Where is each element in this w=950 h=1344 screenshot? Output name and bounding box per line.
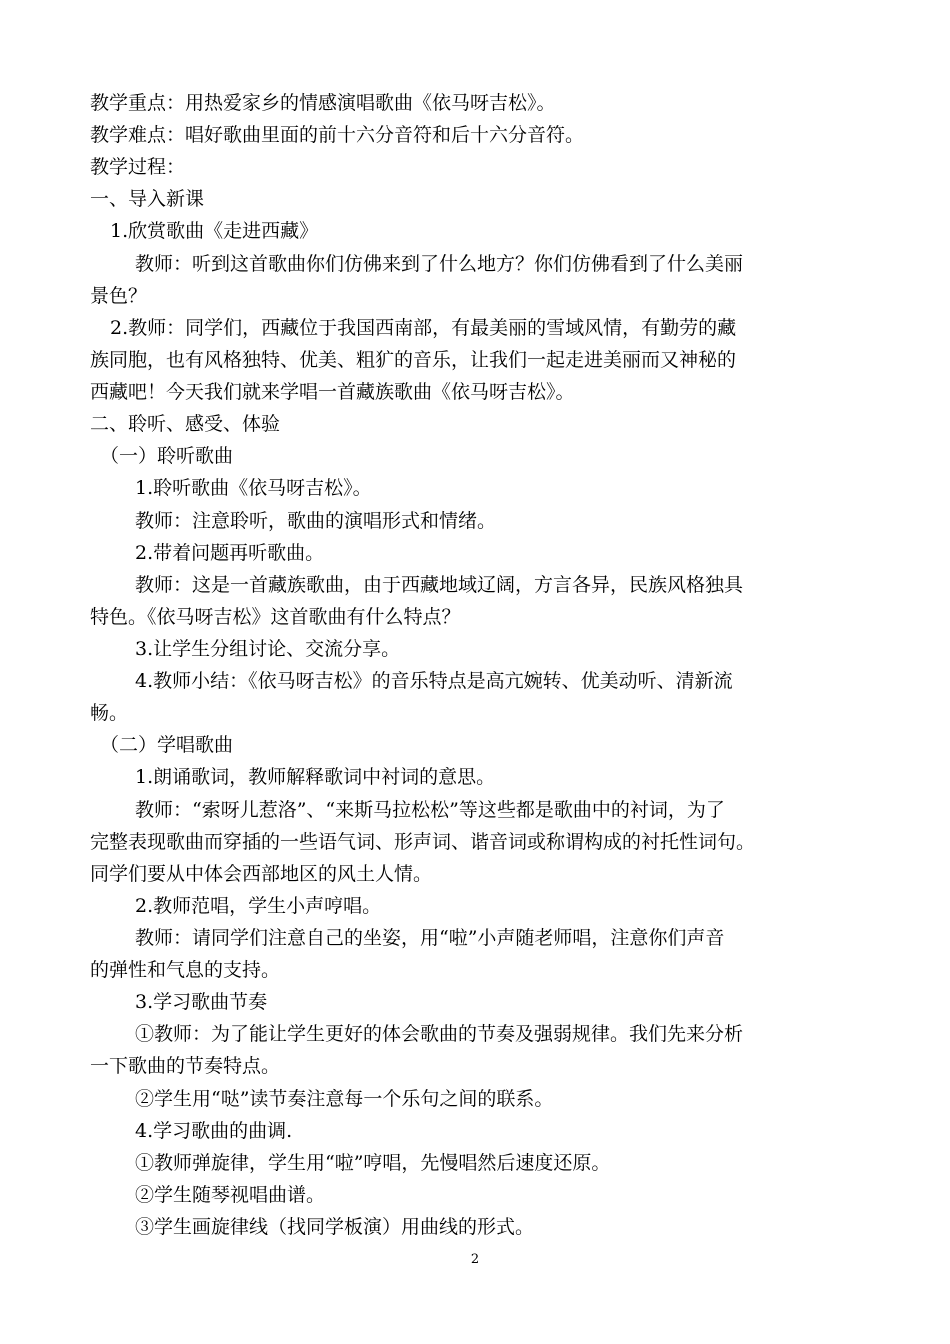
text-line: 西藏吧！今天我们就来学唱一首藏族歌曲《依马呀吉松》。 (90, 381, 575, 403)
text-line: 1.聆听歌曲《依马呀吉松》。 (135, 477, 372, 499)
text-line: 教学重点：用热爱家乡的情感演唱歌曲《依马呀吉松》。 (90, 92, 556, 114)
text-line: 同学们要从中体会西部地区的风土人情。 (90, 863, 433, 885)
text-line: 完整表现歌曲而穿插的一些语气词、形声词、谐音词或称谓构成的衬托性词句。 (90, 831, 756, 853)
text-line: 特色。《依马呀吉松》这首歌曲有什么特点？ (90, 606, 461, 628)
subsection-heading: （二）学唱歌曲 (100, 734, 234, 756)
text-line: 教师：“索呀儿惹洛”、“来斯马拉松松”等这些都是歌曲中的衬词，为了 (135, 799, 725, 821)
text-line: ③学生画旋律线（找同学板演）用曲线的形式。 (135, 1216, 535, 1238)
text-line: ①教师弹旋律，学生用“啦”哼唱，先慢唱然后速度还原。 (135, 1152, 611, 1174)
text-line: ②学生用“哒”读节奏注意每一个乐句之间的联系。 (135, 1088, 554, 1110)
text-line: ②学生随琴视唱曲谱。 (135, 1184, 326, 1206)
text-line: 2.带着问题再听歌曲。 (135, 542, 325, 564)
text-line: 畅。 (90, 702, 129, 724)
subsection-heading: （一）聆听歌曲 (100, 445, 234, 467)
text-line: 3.学习歌曲节奏 (135, 991, 268, 1013)
page-number: 2 (470, 1252, 480, 1267)
text-line: 4.学习歌曲的曲调. (135, 1120, 293, 1142)
text-line: ①教师：为了能让学生更好的体会歌曲的节奏及强弱规律。我们先来分析 (135, 1023, 744, 1045)
text-line: 教师：请同学们注意自己的坐姿，用“啦”小声随老师唱，注意你们声音 (135, 927, 725, 949)
text-line: 教学过程： (90, 156, 186, 178)
text-line: 景色？ (90, 285, 148, 307)
text-line: 一下歌曲的节奏特点。 (90, 1055, 281, 1077)
text-line: 4.教师小结：《依马呀吉松》的音乐特点是高亢婉转、优美动听、清新流 (135, 670, 733, 692)
text-line: 教师：听到这首歌曲你们仿佛来到了什么地方？你们仿佛看到了什么美丽 (135, 253, 744, 275)
text-line: 1.欣赏歌曲《走进西藏》 (110, 220, 319, 242)
text-line: 2.教师：同学们，西藏位于我国西南部，有最美丽的雪域风情，有勤劳的藏 (110, 317, 737, 339)
section-heading: 一、导入新课 (90, 188, 205, 210)
text-line: 教学难点：唱好歌曲里面的前十六分音符和后十六分音符。 (90, 124, 585, 146)
text-line: 教师：这是一首藏族歌曲，由于西藏地域辽阔，方言各异，民族风格独具 (135, 574, 744, 596)
text-line: 1.朗诵歌词，教师解释歌词中衬词的意思。 (135, 766, 496, 788)
text-line: 族同胞，也有风格独特、优美、粗犷的音乐，让我们一起走进美丽而又神秘的 (90, 349, 737, 371)
text-line: 2.教师范唱，学生小声哼唱。 (135, 895, 382, 917)
text-line: 的弹性和气息的支持。 (90, 959, 281, 981)
text-line: 3.让学生分组讨论、交流分享。 (135, 638, 401, 660)
text-line: 教师：注意聆听，歌曲的演唱形式和情绪。 (135, 510, 497, 532)
section-heading: 二、聆听、感受、体验 (90, 413, 281, 435)
